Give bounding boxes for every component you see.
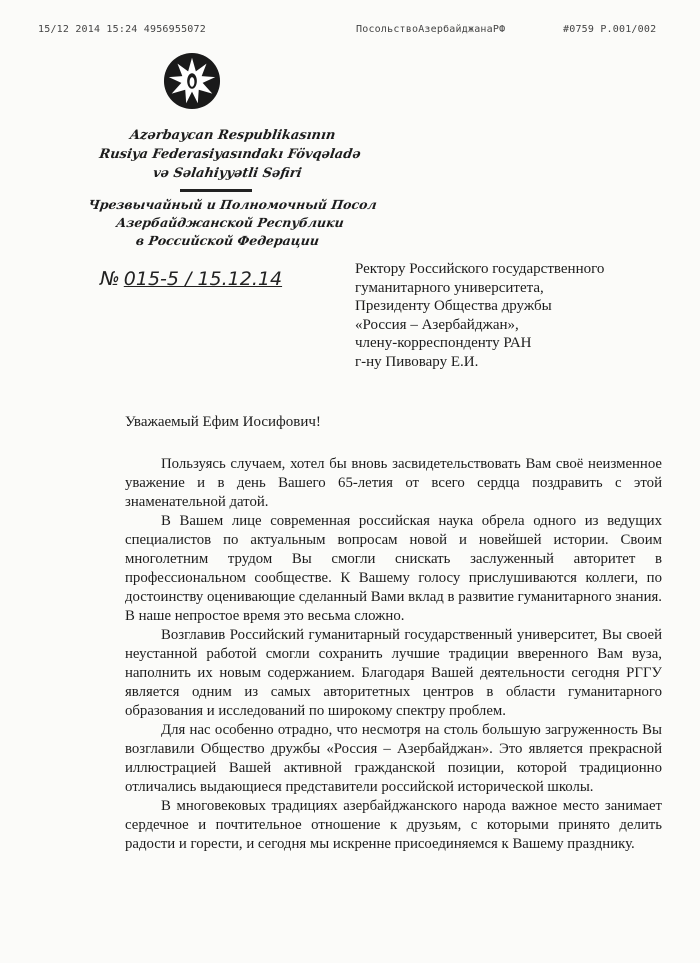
azerbaijan-emblem-icon	[163, 52, 221, 110]
paragraph: В многовековых традициях азербайджанского народа важное место занимает сердечное и почтительное отношение к друзьям, с которыми принято делить радости и горести, и сегодня мы искренне присоединяемся к Вашему празднику.	[125, 798, 662, 852]
fax-datetime: 15/12 2014 15:24 4956955072	[38, 24, 206, 35]
addressee-line: «Россия – Азербайджан»,	[355, 316, 519, 333]
letterhead-line: в Российской Федерации	[134, 233, 321, 248]
number-prefix: №	[100, 268, 120, 290]
addressee-line: члену-корреспонденту РАН	[355, 335, 532, 351]
paragraph: Возглавив Российский гуманитарный государственный университет, Вы своей неустанной работой смогли сохранить лучшие традиции вверенного Вам вуза, наполнить их новым содержанием. Благодаря Вашей деятельности сегодня РГГУ является одним из самых авторитетных центров в области гуманитарного образования и исследований по широкому спектру проблем.	[125, 627, 662, 719]
addressee-line: Президенту Общества дружбы	[355, 298, 552, 314]
addressee-block	[355, 260, 604, 371]
letterhead-line: və Səlahiyyətli Səfiri	[152, 166, 303, 181]
paragraph: В Вашем лице современная российская наука обрела одного из ведущих специалистов по актуальным вопросам новой и новейшей истории. Своим многолетним трудом Вы смогли снискать заслуженный авторитет в профессиональном сообществе. К Вашему голосу прислушиваются коллеги, по достоинству оценивающие сделанный Вами вклад в развитие гуманитарного знания. В наше непростое время это весьма сложно.	[125, 513, 662, 624]
number-value: 015-5 / 15.12.14	[123, 268, 283, 290]
addressee-line: г-ну Пивовару Е.И.	[355, 353, 479, 370]
letter-body	[125, 455, 662, 854]
paragraph: Для нас особенно отрадно, что несмотря на столь большую загруженность Вы возглавили Общество дружбы «Россия – Азербайджан». Это является прекрасной иллюстрацией Вашей активной гражданской позиции, которой традиционно отличались выдающиеся представители российской исторической школы.	[125, 722, 662, 795]
letterhead-line: Азербайджанской Республики	[115, 215, 345, 230]
fax-page-number: #0759 P.001/002	[563, 24, 657, 35]
letterhead-divider	[180, 189, 252, 192]
letterhead-line: Rusiya Federasiyasındakı Fövqəladə	[98, 147, 362, 162]
paragraph: Пользуясь случаем, хотел бы вновь засвидетельствовать Вам своё неизменное уважение и в день Вашего 65-летия от всего сердца поздравить с этой знаменательной датой.	[125, 456, 662, 510]
letterhead-line: Azərbaycan Respublikasının	[128, 128, 337, 143]
fax-sender: ПосольствоАзербайджанаРФ	[356, 24, 506, 35]
document-number	[100, 268, 282, 290]
letterhead-russian	[76, 196, 384, 250]
letterhead-line: Чрезвычайный и Полномочный Посол	[87, 197, 378, 212]
addressee-line: гуманитарного университета,	[355, 279, 544, 296]
letterhead-azerbaijani	[76, 126, 384, 183]
addressee-line: Ректору Российского государственного	[355, 261, 605, 277]
salutation: Уважаемый Ефим Иосифович!	[125, 414, 321, 430]
